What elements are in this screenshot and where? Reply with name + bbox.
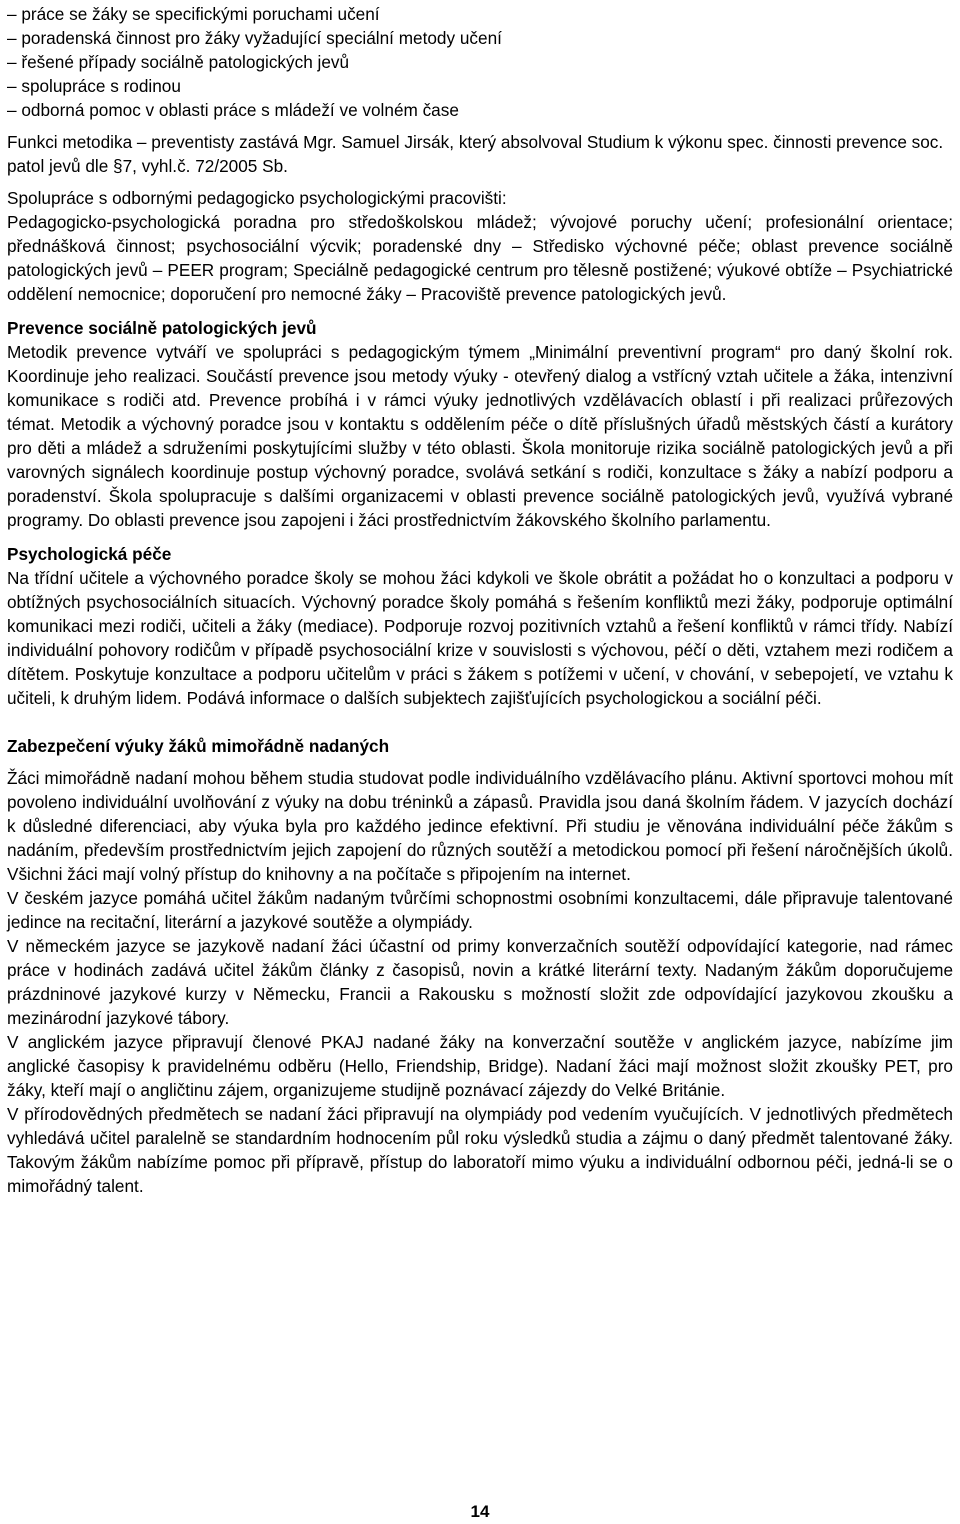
- psychological-care-body: Na třídní učitele a výchovného poradce školy se mohou žáci kdykoli ve škole obrátit a požádat ho o konzultaci a podporu v obtížných psychosociálních situacích. Výchovný poradce školy pomáhá s řešením konfliktů mezi žáky, podporuje optimální komunikaci mezi rodiči, učiteli a žáky (mediace). Podporuje rozvoj pozitivních vztahů a řešení konfliktů v rámci třídy. Nabízí individuální pohovory rodičům v případě psychosociální krize v souvislosti s výchovou, péčí o děti, vztahem mezi rodičem a dítětem. Poskytuje konzultace a podporu učitelům v práci s žákem s potížemi v učení, v chování, v sebepojetí, ve vztahu k učiteli, k druhým lidem. Podává informace o dalších subjektech zajišťujících psychologickou a sociální péči.: [7, 568, 953, 708]
- methodist-paragraph: Funkci metodika – preventisty zastává Mgr. Samuel Jirsák, který absolvoval Studium k výkonu spec. činnosti prevence soc. patol jevů dle §7, vyhl.č. 72/2005 Sb.: [7, 132, 944, 176]
- list-item: – poradenská činnost pro žáky vyžadující speciální metody učení: [7, 26, 953, 50]
- prevention-body: Metodik prevence vytváří ve spolupráci s pedagogickým týmem „Minimální preventivní program“ pro daný školní rok. Koordinuje jeho realizaci. Součástí prevence jsou metody výuky - otevřený dialog a vstřícný vztah učitele a žáka, intenzivní komunikace s rodiči atd. Prevence probíhá i v rámci výuky jednotlivých vzdělávacích oblastí i při realizaci průřezových témat. Metodik a výchovný poradce jsou v kontaktu s oddělením péče o dítě příslušných úřadů městských částí a kurátory pro děti a mládež a sdruženími poskytujícími služby v této oblasti. Škola monitoruje rizika sociálně patologických jevů a při varovných signálech koordinuje postup výchovný poradce, svolává setkání s rodiči, konzultace s žáky a nabízí podporu a poradenství. Škola spolupracuje s dalšími organizacemi v oblasti prevence sociálně patologických jevů, využívá vybrané programy. Do oblasti prevence jsou zapojeni i žáci prostřednictvím žákovského školního parlamentu.: [7, 342, 953, 530]
- cooperation-intro: Spolupráce s odbornými pedagogicko psychologickými pracovišti:: [7, 188, 507, 208]
- psychological-care-heading: Psychologická péče: [7, 544, 172, 564]
- gifted-heading: Zabezpečení výuky žáků mimořádně nadaných: [7, 736, 390, 756]
- gifted-paragraph: V anglickém jazyce připravují členové PKAJ nadané žáky na konverzační soutěže v anglickém jazyce, nabízíme jim anglické časopisy k pravidelnému odběru (Hello, Friendship, Bridge). Nadaní žáci mají možnost složit zkoušky PET, pro žáky, kteří mají o angličtinu zájem, organizujeme studijně poznávací zájezdy do Velké Británie.: [7, 1032, 953, 1100]
- gifted-paragraph: V německém jazyce se jazykově nadaní žáci účastní od primy konverzačních soutěží odpovídající kategorie, nad rámec práce v hodinách zadává učitel žákům články z časopisů, novin a krátké literární texty. Nadaným žákům doporučujeme prázdninové jazykové kurzy v Německu, Francii a Rakousku s možností složit zde odpovídající jazykovou zkoušku a mezinárodní jazykové tábory.: [7, 936, 953, 1028]
- gifted-paragraph: V českém jazyce pomáhá učitel žákům nadaným tvůrčími schopnostmi osobními konzultacemi, dále připravuje talentované jedince na recitační, literární a jazykové soutěže a olympiády.: [7, 888, 953, 932]
- gifted-paragraph: V přírodovědných předmětech se nadaní žáci připravují na olympiády pod vedením vyučujících. V jednotlivých předmětech vyhledává učitel paralelně se standardním hodnocením půl roku výsledků studia a zájmu o daný předmět talentované žáky. Takovým žákům nabízíme pomoc při přípravě, přístup do laboratoří mimo výuku a individuální odbornou péči, jedná-li se o mimořádný talent.: [7, 1104, 953, 1196]
- page-number: 14: [470, 1502, 490, 1521]
- list-item: – řešené případy sociálně patologických jevů: [7, 50, 953, 74]
- prevention-heading: Prevence sociálně patologických jevů: [7, 318, 317, 338]
- intro-dash-list: [7, 2, 953, 122]
- cooperation-body: Pedagogicko-psychologická poradna pro středoškolskou mládež; vývojové poruchy učení; profesionální orientace; přednášková činnost; psychosociální výcvik; poradenské dny – Středisko výchovné péče; oblast prevence sociálně patologických jevů – PEER program; Speciálně pedagogické centrum pro tělesně postižené; výukové obtíže – Psychiatrické oddělení nemocnice; doporučení pro nemocné žáky – Pracoviště prevence patologických jevů.: [7, 212, 953, 304]
- gifted-paragraph: Žáci mimořádně nadaní mohou během studia studovat podle individuálního vzdělávacího plánu. Aktivní sportovci mohou mít povoleno individuální uvolňování z výuky na dobu tréninků a zápasů. Pravidla jsou daná školním řádem. V jazycích dochází k důsledné diferenciaci, aby výuka byla pro každého jedince efektivní. Při studiu je věnována individuální péče žákům s nadáním, především prostřednictvím jejich zapojení do různých soutěží a metodickou pomocí při řešení náročnějších úkolů. Všichni žáci mají volný přístup do knihovny a na počítače s připojením na internet.: [7, 768, 953, 884]
- list-item: – odborná pomoc v oblasti práce s mládeží ve volném čase: [7, 98, 953, 122]
- list-item: – spolupráce s rodinou: [7, 74, 953, 98]
- list-item: – práce se žáky se specifickými poruchami učení: [7, 2, 953, 26]
